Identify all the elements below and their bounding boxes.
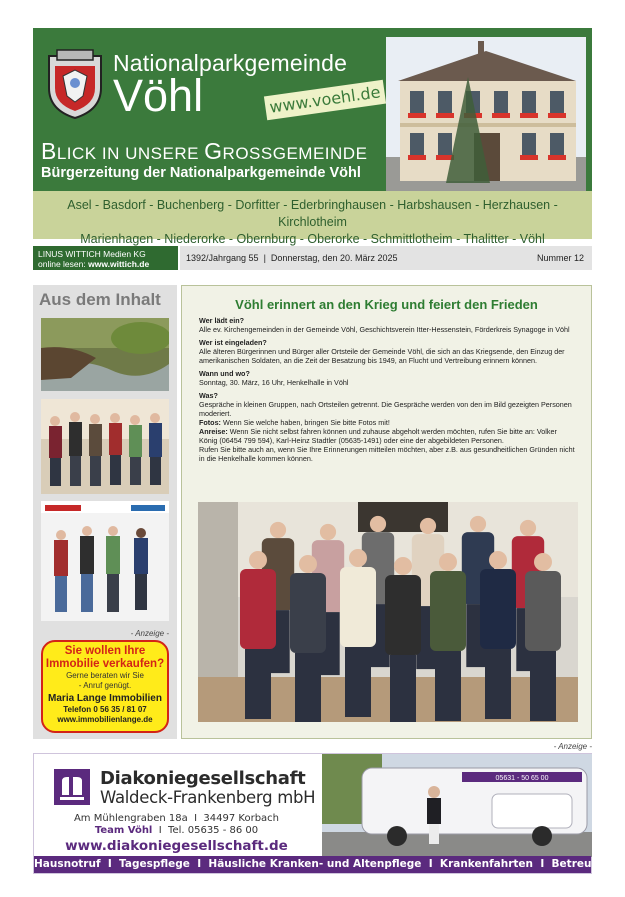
diakonie-team-line: [34, 825, 319, 836]
photo-person-body: [340, 567, 376, 647]
realestate-company: Maria Lange Immobilien: [48, 693, 162, 704]
photo-person-body: [480, 569, 516, 649]
masthead: [33, 28, 592, 191]
photo-person-head: [394, 557, 412, 575]
article-answer: Gespräche in kleinen Gruppen, nach Ortsteilen getrennt. Die Gespräche werden von den im Bild gezeigten Personen moderiert.: [199, 400, 572, 418]
issue-date: 1392/Jahrgang 55 | Donnerstag, den 20. März 2025: [186, 253, 398, 263]
photos-text: Wenn Sie welche haben, bringen Sie bitte Fotos mit!: [220, 418, 390, 427]
diakonie-name: Diakoniegesellschaft: [100, 768, 306, 789]
online-reading-line: [38, 259, 173, 269]
village-list-line: Asel - Basdorf - Buchenberg - Dorfitter - Ederbringhausen - Harbshausen - Herzhausen - Kirchlotheim: [67, 198, 558, 229]
realestate-text: - Anruf genügt.: [78, 681, 132, 690]
diakonie-advertisement[interactable]: [33, 753, 614, 874]
photo-person-legs: [245, 649, 271, 719]
photo-person-body: [290, 573, 326, 653]
ad-label: - Anzeige -: [553, 742, 592, 751]
toc-thumbnail-team[interactable]: [41, 501, 169, 621]
newspaper-title: BLICK IN UNSERE GROSSGEMEINDE: [41, 138, 368, 164]
website-badge[interactable]: www.voehl.de: [264, 80, 386, 120]
online-link[interactable]: www.wittich.de: [88, 259, 150, 269]
realestate-text: Gerne beraten wir Sie: [66, 671, 144, 680]
article-answer: Alle älteren Bürgerinnen und Bürger aller Ortsteile der Gemeinde Vöhl, die sich an das Kriegsende, den Einzug der amerikanischen Soldaten, an die Zeit der Besatzung bis 1949, an Flucht und Vertreibung erinnern können.: [199, 347, 565, 365]
article-answer: Alle ev. Kirchengemeinden in der Gemeinde Vöhl, Geschichtsverein Itter-Hessenstein, Förderkreis Synagoge in Vöhl: [199, 325, 570, 334]
brand-name: Nationalparkgemeinde: [113, 50, 348, 76]
article-question: Wer ist eingeladen?: [199, 338, 267, 347]
issue-info: [180, 246, 592, 270]
realestate-advertisement[interactable]: [41, 640, 169, 733]
photo-person-body: [525, 571, 561, 651]
photo-person-head: [249, 551, 267, 569]
realestate-website[interactable]: www.immobilienlange.de: [57, 715, 153, 724]
photo-person-head: [439, 553, 457, 571]
travel-text: Wenn Sie nicht selbst fahren können und zuhause abgeholt werden möchten, rufen Sie bitte an: Volker König (06454 799 594), Karl-Heinz Stadtler (05635-1491) oder eine der abgebildeten Personen.: [199, 427, 557, 445]
organizers-group-photo: [198, 502, 578, 722]
town-name: Vöhl: [113, 70, 204, 121]
diakonie-subname: Waldeck-Frankenberg mbH: [100, 788, 316, 807]
toc-thumbnail-stream[interactable]: [41, 318, 169, 391]
village-list-line: Marienhagen - Niederorke - Obernburg - Oberorke - Schmittlotheim - Thalitter - Vöhl: [80, 232, 545, 246]
article-question: Wann und wo?: [199, 369, 250, 378]
article-question: Wer lädt ein?: [199, 316, 244, 325]
toc-heading: Aus dem Inhalt: [39, 290, 161, 309]
newspaper-subtitle: Bürgerzeitung der Nationalparkgemeinde Vöhl: [41, 165, 361, 181]
online-prefix: online lesen:: [38, 259, 89, 269]
village-list: [33, 191, 592, 246]
diakonie-website[interactable]: www.diakoniegesellschaft.de: [65, 838, 288, 854]
article-question: Was?: [199, 391, 218, 400]
photo-person-head: [349, 549, 367, 567]
photo-person-legs: [295, 653, 321, 722]
travel-label: Anreise:: [199, 427, 228, 436]
table-of-contents: [33, 285, 177, 739]
photo-person-legs: [485, 649, 511, 719]
photo-person-head: [270, 522, 286, 538]
photo-person-legs: [530, 651, 556, 721]
article-closing: Rufen Sie bitte auch an, wenn Sie Ihre Erinnerungen mitteilen möchten, aber z.B. aus gesundheitlichen Gründen nicht in die Henkelhalle kommen können.: [199, 445, 575, 463]
photo-person-legs: [435, 651, 461, 721]
photo-person-head: [320, 524, 336, 540]
diakonie-logo-icon: [54, 769, 90, 805]
realestate-phone: Telefon 0 56 35 / 81 07: [63, 705, 147, 714]
photo-person-body: [430, 571, 466, 651]
diakonie-services-bar: Hausnotruf I Tagespflege I Häusliche Kranken- und Altenpflege I Krankenfahrten I Betreuung: [34, 856, 591, 873]
article-travel-note: [199, 427, 577, 445]
realestate-headline: Sie wollen Ihre: [64, 645, 146, 657]
main-article: [181, 285, 592, 739]
photo-person-head: [420, 518, 436, 534]
article-photos-note: [199, 418, 577, 427]
photo-person-body: [240, 569, 276, 649]
town-hall-photo: [386, 37, 586, 191]
photo-person-head: [470, 516, 486, 532]
photos-label: Fotos:: [199, 418, 221, 427]
photo-person-head: [534, 553, 552, 571]
realestate-headline: Immobilie verkaufen?: [45, 658, 165, 670]
issue-number: Nummer 12: [536, 253, 584, 263]
care-vans-photo: [322, 754, 592, 857]
photo-person-legs: [390, 655, 416, 722]
publisher-box: [33, 246, 178, 270]
ad-label: - Anzeige -: [130, 629, 169, 638]
coat-of-arms-icon: [45, 48, 105, 120]
photo-person-head: [299, 555, 317, 573]
publisher-name: LINUS WITTICH Medien KG: [38, 249, 146, 259]
photo-person-head: [489, 551, 507, 569]
van-phone-text: 05631 - 50 65 00: [495, 775, 549, 782]
article-title: Vöhl erinnert an den Krieg und feiert den Frieden: [235, 297, 538, 312]
article-answer: Sonntag, 30. März, 16 Uhr, Henkelhalle in Vöhl: [199, 378, 349, 387]
photo-person-head: [370, 516, 386, 532]
diakonie-address: Am Mühlengraben 18a I 34497 Korbach: [73, 813, 280, 824]
photo-person-head: [520, 520, 536, 536]
team-phone: I Tel. 05635 - 86 00: [152, 825, 259, 836]
toc-thumbnail-group[interactable]: [41, 399, 169, 494]
article-body: [199, 316, 577, 463]
team-label: Team Vöhl: [94, 825, 153, 836]
photo-person-body: [385, 575, 421, 655]
photo-person-legs: [345, 647, 371, 717]
